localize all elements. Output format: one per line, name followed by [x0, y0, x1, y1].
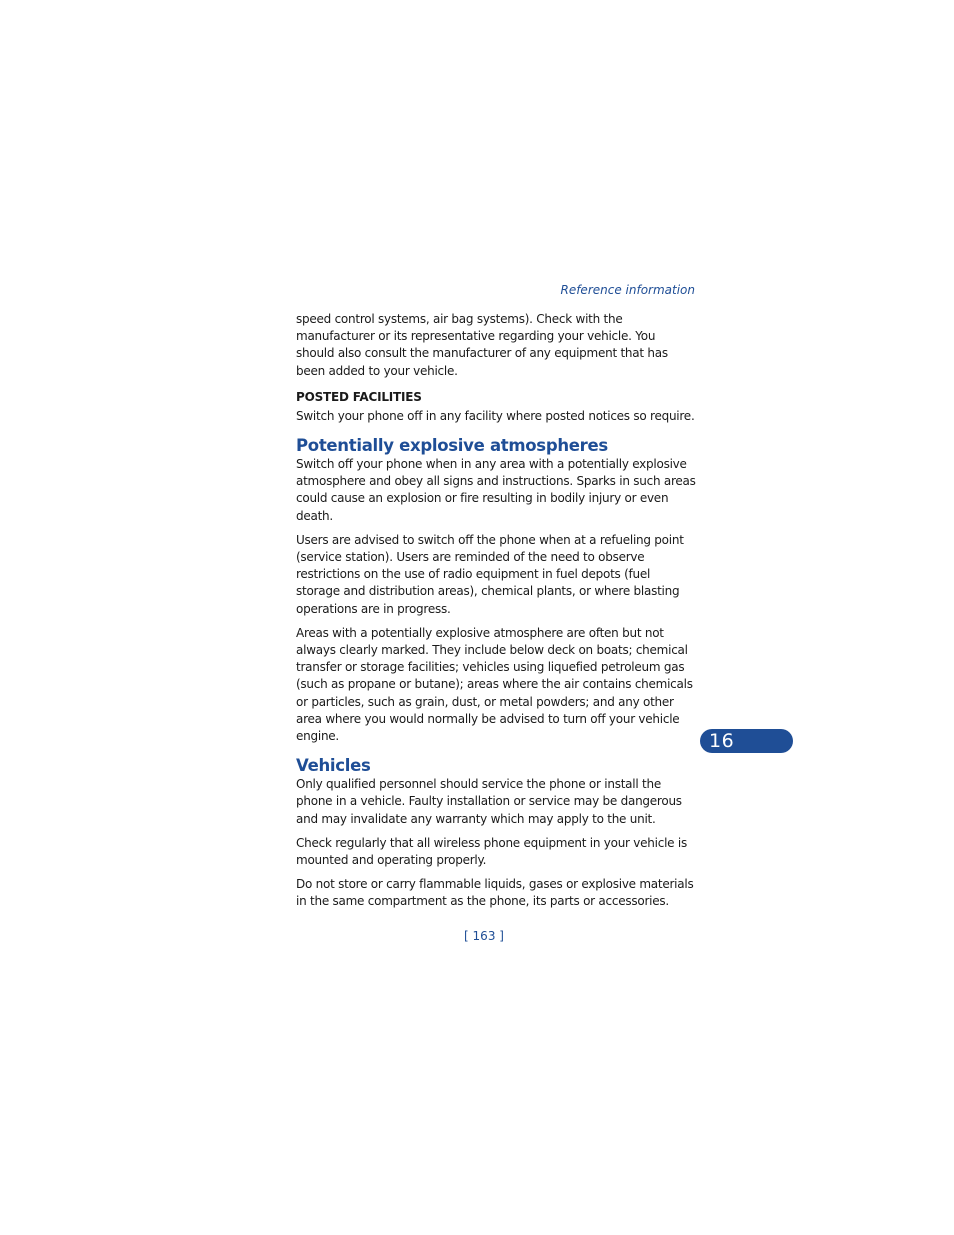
- page-content: [296, 311, 696, 918]
- explosive-paragraph-3: Areas with a potentially explosive atmosphere are often but not always clearly marked. They include below deck on boats; chemical transfer or storage facilities; vehicles using liquefied petroleum gas (such as propane or butane); areas where the air contains chemicals or particles, such as grain, dust, or metal powders; and any other area where you would normally be advised to turn off your vehicle engine.: [296, 625, 693, 744]
- vehicles-paragraph-2: Check regularly that all wireless phone equipment in your vehicle is mounted and operating properly.: [296, 835, 687, 868]
- running-header: Reference information: [560, 283, 695, 297]
- vehicles-paragraph-1: Only qualified personnel should service the phone or install the phone in a vehicle. Faulty installation or service may be dangerous and may invalidate any warranty which may apply to the unit.: [296, 777, 682, 826]
- vehicles-title: Vehicles: [296, 756, 371, 776]
- explosive-atmospheres-title: Potentially explosive atmospheres: [296, 436, 608, 456]
- posted-facilities-text: Switch your phone off in any facility where posted notices so require.: [296, 408, 695, 423]
- explosive-paragraph-2: Users are advised to switch off the phone when at a refueling point (service station). Users are reminded of the need to observe restrictions on the use of radio equipment in fuel depots (fuel storage and distribution areas), chemical plants, or where blasting operations are in progress.: [296, 532, 684, 616]
- intro-paragraph: speed control systems, air bag systems). Check with the manufacturer or its representative regarding your vehicle. You should also consult the manufacturer of any equipment that has been added to your vehicle.: [296, 312, 668, 378]
- page-number: [ 163 ]: [464, 929, 504, 943]
- vehicles-paragraph-3: Do not store or carry flammable liquids, gases or explosive materials in the same compartment as the phone, its parts or accessories.: [296, 877, 694, 909]
- posted-facilities-heading: POSTED FACILITIES: [296, 389, 422, 404]
- chapter-tab: [700, 729, 793, 753]
- explosive-paragraph-1: Switch off your phone when in any area with a potentially explosive atmosphere and obey all signs and instructions. Sparks in such areas could cause an explosion or fire resulting in bodily injury or even death.: [296, 457, 696, 523]
- chapter-number: 16: [709, 730, 735, 752]
